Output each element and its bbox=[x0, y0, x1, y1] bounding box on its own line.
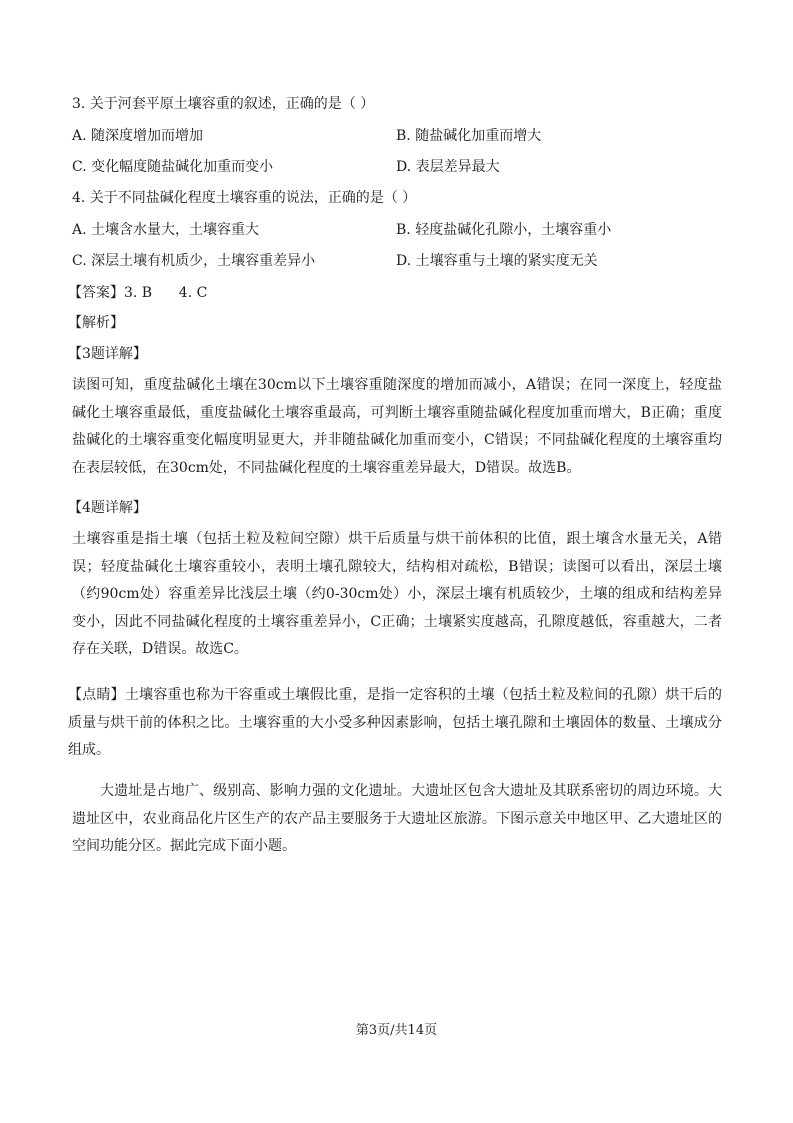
page-footer: 第3页/共14页 bbox=[355, 1023, 438, 1038]
intro-paragraph: 大遗址是占地广、级别高、影响力强的文化遗址。大遗址区包含大遗址及其联系密切的周边环境。大遗址区中，农业商品化片区生产的农产品主要服务于大遗址区旅游。下图示意关中地区甲、乙大遗址区的空间功能分区。据此完成下面小题。 bbox=[72, 783, 722, 854]
question-3-option-d: D. 表层差异最大 bbox=[396, 159, 500, 175]
answer-line bbox=[68, 283, 207, 303]
answer-label: 【答案】 bbox=[68, 285, 124, 301]
question-3-option-b: B. 随盐碱化加重而增大 bbox=[396, 128, 542, 144]
question-3-option-a: A. 随深度增加而增加 bbox=[72, 128, 204, 144]
question-4-detail-title: 【4题详解】 bbox=[68, 500, 147, 516]
answer-text: 3. B 4. C bbox=[124, 285, 208, 301]
question-4-detail-text: 土壤容重是指土壤（包括土粒及粒间空隙）烘干后质量与烘干前体积的比值，跟土壤含水量无关，A错误；轻度盐碱化土壤容重较小，表明土壤孔隙较大，结构相对疏松，B错误；读图可以看出，深层土壤（约90cm处）容重差异比浅层土壤（约0-30cm处）小，深层土壤有机质较少，土壤的组成和结构差异变小，因此不同盐碱化程度的土壤容重差异小，C正确；土壤紧实度越高，孔隙度越低，容重越大，二者存在关联，D错误。故选C。 bbox=[72, 531, 722, 657]
analysis-label: 【解析】 bbox=[68, 315, 124, 331]
question-3-detail-title: 【3题详解】 bbox=[68, 346, 147, 362]
question-3-detail-text: 读图可知，重度盐碱化土壤在30cm以下土壤容重随深度的增加而减小，A错误；在同一深度上，轻度盐碱化土壤容重最低，重度盐碱化土壤容重最高，可判断土壤容重随盐碱化程度加重而增大，B正确；重度盐碱化的土壤容重变化幅度明显更大，并非随盐碱化加重而变小，C错误；不同盐碱化程度的土壤容重均在表层较低，在30cm处，不同盐碱化程度的土壤容重差异最大，D错误。故选B。 bbox=[72, 377, 722, 476]
question-4-option-a: A. 土壤含水量大，土壤容重大 bbox=[72, 222, 260, 238]
question-4-option-d: D. 土壤容重与土壤的紧实度无关 bbox=[396, 253, 598, 269]
tip-paragraph: 【点睛】土壤容重也称为干容重或土壤假比重，是指一定容积的土壤（包括土粒及粒间的孔隙）烘干后的质量与烘干前的体积之比。土壤容重的大小受多种因素影响，包括土壤孔隙和土壤固体的数量、土壤成分组成。 bbox=[68, 687, 722, 758]
question-4-option-c: C. 深层土壤有机质少，土壤容重差异小 bbox=[72, 253, 316, 269]
question-3-option-c: C. 变化幅度随盐碱化加重而变小 bbox=[72, 159, 274, 175]
question-4-stem: 4. 关于不同盐碱化程度土壤容重的说法，正确的是（ ） bbox=[72, 190, 417, 206]
question-3-stem: 3. 关于河套平原土壤容重的叙述，正确的是（ ） bbox=[72, 96, 375, 112]
question-4-option-b: B. 轻度盐碱化孔隙小，土壤容重小 bbox=[396, 222, 612, 238]
